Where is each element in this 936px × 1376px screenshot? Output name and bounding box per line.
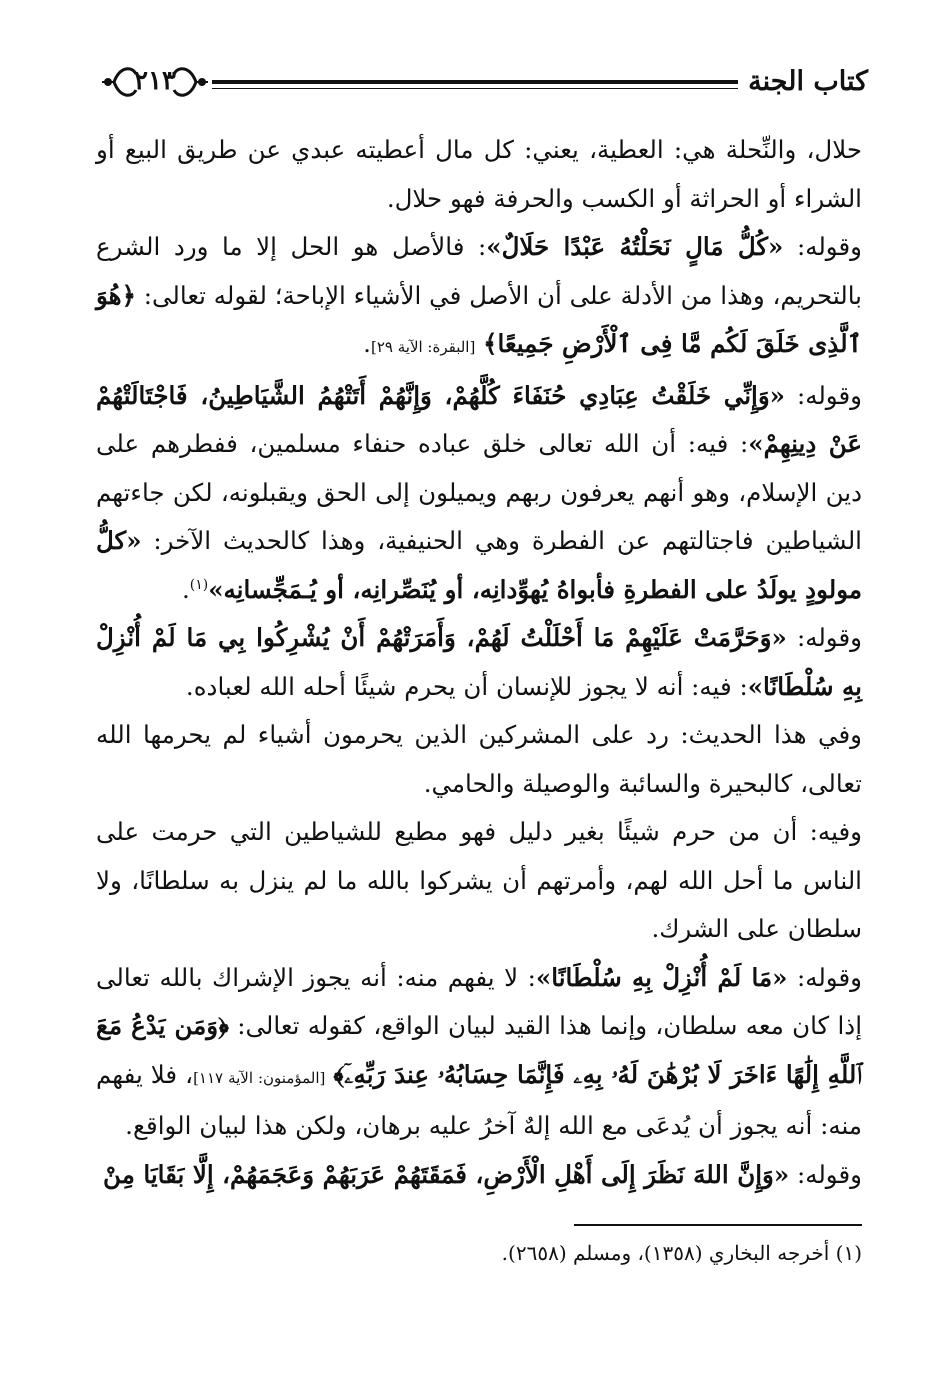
- paragraph-text: : لا يفهم منه: أنه يجوز الإشراك بالله تعالى إذا كان معه سلطان، وإنما هذا القيد لبيان الواقع، كقوله تعالى:: [96, 962, 862, 1040]
- hadith-quote: «كلُّ مولودٍ يولَدُ على الفطرةِ فأبواهُ يُهوِّدانِه، أو يُنَصِّرانِه، أو يُـمَجِّسانِه»: [96, 526, 862, 604]
- footnote: (١) أخرجه البخاري (١٣٥٨)، ومسلم (٢٦٥٨).: [501, 1241, 862, 1265]
- paragraph: [96, 711, 862, 808]
- paragraph: [96, 614, 862, 711]
- paragraph-text: ، فلا يفهم منه: أنه يجوز أن يُدعَى مع الله إلهٌ آخرُ عليه برهان، ولكن هذا لبيان الواقع.: [96, 1059, 862, 1140]
- paragraph: [96, 1151, 862, 1200]
- paragraph: [96, 954, 862, 1151]
- paragraph-text: وقوله:: [789, 1159, 862, 1189]
- quran-verse: ﴿وَمَن يَدْعُ مَعَ ٱللَّهِ إِلَٰهًا ءَاخَرَ لَا بُرْهَٰنَ لَهُۥ بِهِۦ فَإِنَّمَا حِسَابُهُۥ عِندَ رَبِّهِۦٓ﴾: [96, 1011, 863, 1089]
- paragraph-text: وقوله:: [783, 232, 862, 261]
- paragraph-text: وقوله:: [787, 962, 862, 992]
- chapter-title: كتاب الجنة: [748, 66, 868, 97]
- paragraph-text: وقوله:: [785, 380, 863, 410]
- page-number-ornament: [100, 60, 210, 104]
- hadith-quote: «وَإِنِّي خَلَقْتُ عِبَادِي حُنَفَاءَ كُلَّهُمْ، وَإِنَّهُمْ أَتَتْهُمُ الشَّيَاطِينُ، فَاجْتَالَتْهُمْ عَنْ دِينِهِمْ»: [96, 380, 862, 458]
- quran-verse: ﴿هُوَ ٱلَّذِى خَلَقَ لَكُم مَّا فِى ٱلْأَرْضِ جَمِيعًا﴾: [96, 280, 862, 358]
- paragraph: [96, 126, 862, 223]
- hadith-quote: «مَا لَمْ أُنْزِلْ بِهِ سُلْطَانًا»: [535, 962, 788, 992]
- paragraph: [96, 372, 862, 615]
- hadith-quote: «وَحَرَّمَتْ عَلَيْهِمْ مَا أَحْلَلْتُ لَهُمْ، وَأَمَرَتْهُمْ أَنْ يُشْرِكُوا بِي مَا لَمْ أُنْزِلْ بِهِ سُلْطَانًا»: [96, 623, 862, 701]
- footnote-marker: (١): [189, 576, 209, 593]
- hadith-quote: «كُلُّ مَالٍ نَحَلْتُهُ عَبْدًا حَلَالٌ»: [486, 232, 784, 261]
- main-text: [96, 126, 862, 1199]
- footnote-divider: [574, 1224, 862, 1226]
- paragraph-text: : فالأصل هو الحل إلا ما ورد الشرع بالتحريم، وهذا من الأدلة على أن الأصل في الأشياء الإباحة؛ لقوله تعالى:: [96, 232, 862, 310]
- paragraph: [96, 808, 862, 954]
- paragraph-text: : فيه: أن الله تعالى خلق عباده حنفاء مسلمين، ففطرهم على دين الإسلام، وهو أنهم يعرفون ربهم ويميلون إلى الحق ويقبلونه، لكن جاءتهم الشياطين فاجتالتهم عن الفطرة وهي الحنيفية، وهذا كالحديث الآخر:: [96, 429, 862, 555]
- paragraph-text: .: [363, 329, 371, 358]
- paragraph-text: : فيه: أنه لا يجوز للإنسان أن يحرم شيئًا أحله الله لعباده.: [185, 671, 748, 701]
- paragraph-text: وقوله:: [786, 623, 862, 652]
- hadith-quote: «وَإِنَّ اللهَ نَظَرَ إِلَى أَهْلِ الْأَرْضِ، فَمَقَتَهُمْ عَرَبَهُمْ وَعَجَمَهُمْ، إِلَّا بَقَايَا مِنْ: [103, 1159, 790, 1189]
- paragraph-text: وفي هذا الحديث: رد على المشركين الذين يحرمون أشياء لم يحرمها الله تعالى، كالبحيرة والسائبة والوصيلة والحامي.: [96, 720, 862, 798]
- paragraph: [96, 223, 862, 372]
- paragraph-text: .: [181, 574, 190, 604]
- verse-reference: [البقرة: الآية ٢٩]: [370, 338, 476, 356]
- header-rule-thin: [212, 88, 738, 89]
- verse-reference: [المؤمنون: الآية ١١٧]: [193, 1068, 326, 1087]
- paragraph-text: حلال، والنِّحلة هي: العطية، يعني: كل مال أعطيته عبدي عن طريق البيع أو الشراء أو الحراثة أو الكسب والحرفة فهو حلال.: [96, 135, 862, 213]
- header-rule: [212, 80, 738, 84]
- page-header: [100, 58, 868, 108]
- paragraph-text: وفيه: أن من حرم شيئًا بغير دليل فهو مطيع للشياطين التي حرمت على الناس ما أحل الله لهم، وأمرتهم أن يشركوا بالله ما لم ينزل به سلطانًا، ولا سلطان على الشرك.: [96, 817, 862, 943]
- page-number: ٢١٣: [134, 66, 176, 96]
